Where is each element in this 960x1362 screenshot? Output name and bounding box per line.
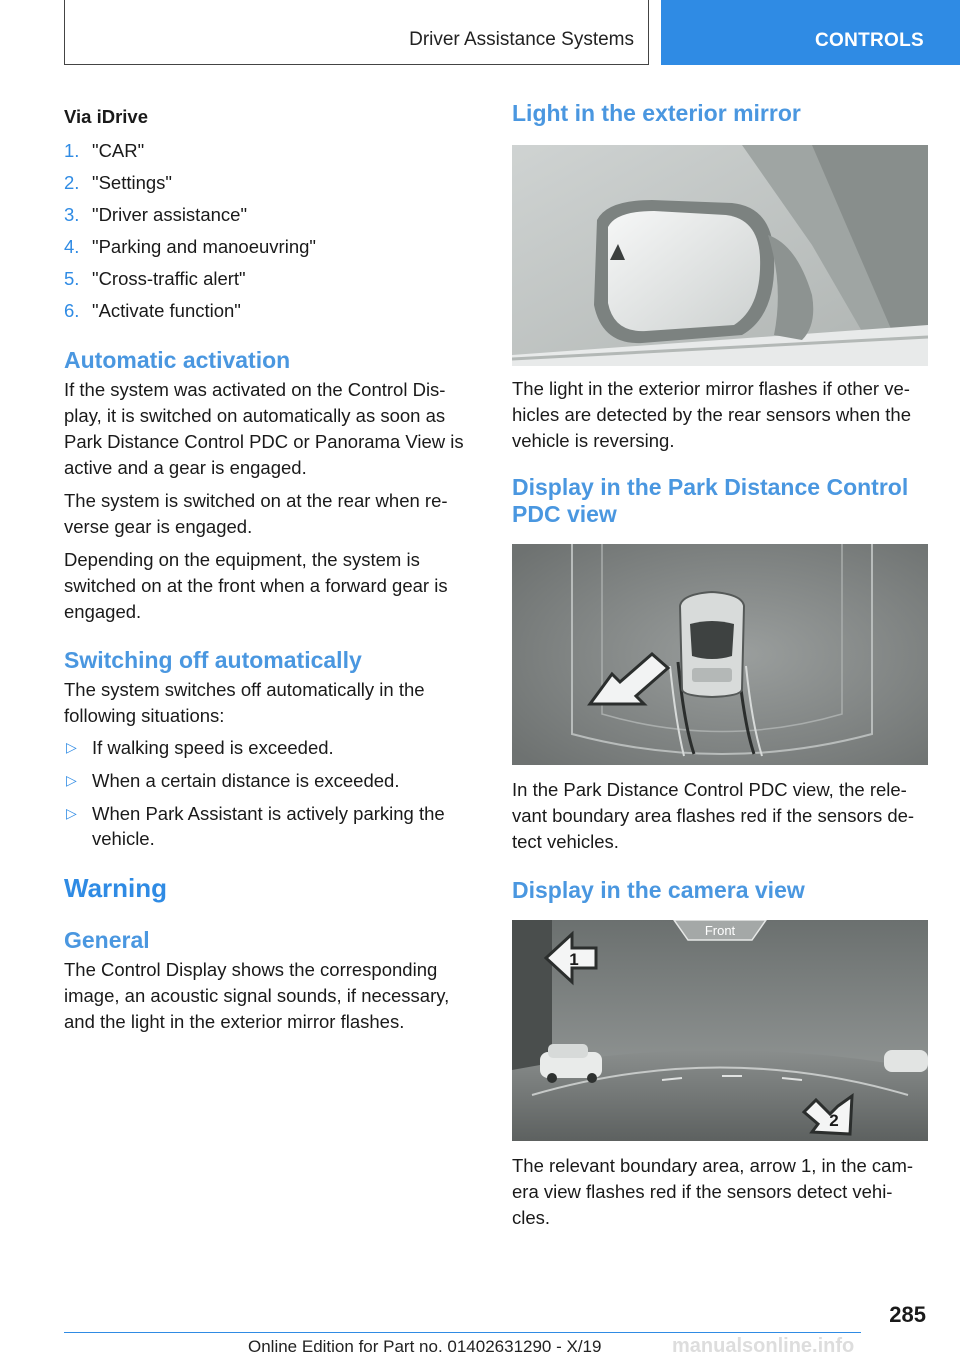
camera-view-heading: Display in the camera view xyxy=(512,877,805,903)
step-text: "Settings" xyxy=(92,172,172,193)
list-item xyxy=(64,735,476,760)
pdc-view-image xyxy=(512,544,928,765)
step-text: "CAR" xyxy=(92,140,145,161)
list-item xyxy=(64,263,476,295)
general-heading: General xyxy=(64,927,150,953)
auto-activation-paragraph-1: If the system was activated on the Control Dis-play, it is switched on automatically as soon as Park Distance Control PDC or Panorama View is active and a gear is engaged. xyxy=(64,379,464,478)
arrow-2-label: 2 xyxy=(829,1111,839,1130)
switch-off-conditions-list xyxy=(64,735,476,851)
footer-edition: Online Edition for Part no. 01402631290 - X/19 xyxy=(248,1337,602,1356)
list-item xyxy=(64,801,476,851)
triangle-bullet-icon: ▷ xyxy=(66,739,77,755)
bullet-text: If walking speed is exceeded. xyxy=(92,737,334,758)
step-number: 2. xyxy=(64,172,80,193)
list-item xyxy=(64,167,476,199)
via-idrive-label: Via iDrive xyxy=(64,106,148,127)
triangle-bullet-icon: ▷ xyxy=(66,772,77,788)
front-label: Front xyxy=(704,923,736,938)
mirror-light-heading: Light in the exterior mirror xyxy=(512,100,801,126)
bullet-text: When a certain distance is exceeded. xyxy=(92,770,400,791)
automatic-activation-heading: Automatic activation xyxy=(64,347,291,373)
step-number: 5. xyxy=(64,268,80,289)
camera-view-paragraph: The relevant boundary area, arrow 1, in the cam-era view flashes red if the sensors detect vehi-cles. xyxy=(512,1155,914,1228)
header-section-title: Driver Assistance Systems xyxy=(409,29,634,50)
auto-activation-paragraph-3: Depending on the equipment, the system is switched on at the front when a forward gear is engaged. xyxy=(64,549,448,622)
warning-heading: Warning xyxy=(64,873,168,903)
footer-divider xyxy=(64,1332,861,1333)
step-number: 3. xyxy=(64,204,80,225)
mirror-light-paragraph: The light in the exterior mirror flashes if other ve-hicles are detected by the rear sensors when the vehicle is reversing. xyxy=(512,378,912,451)
header-section-box xyxy=(64,0,649,65)
arrow-1-label: 1 xyxy=(569,950,579,969)
step-number: 4. xyxy=(64,236,80,257)
pdc-view-heading: Display in the Park Distance Control PDC view xyxy=(512,474,909,527)
list-item xyxy=(64,295,476,327)
footer-watermark: manualsonline.info xyxy=(672,1335,855,1357)
step-text: "Parking and manoeuvring" xyxy=(92,236,316,257)
idrive-steps-list xyxy=(64,135,476,327)
step-number: 1. xyxy=(64,140,80,161)
list-item xyxy=(64,135,476,167)
left-column xyxy=(64,100,476,1035)
list-item xyxy=(64,199,476,231)
step-text: "Cross-traffic alert" xyxy=(92,268,246,289)
header-chapter-label: CONTROLS xyxy=(815,30,925,51)
switching-off-intro: The system switches off automatically in the following situations: xyxy=(64,679,425,726)
auto-activation-paragraph-2: The system is switched on at the rear when re-verse gear is engaged. xyxy=(64,490,448,537)
step-number: 6. xyxy=(64,300,80,321)
general-paragraph: The Control Display shows the corresponding image, an acoustic signal sounds, if necessary, and the light in the exterior mirror flashes. xyxy=(64,959,450,1032)
list-item xyxy=(64,231,476,263)
camera-view-image xyxy=(512,920,928,1141)
right-column xyxy=(512,100,928,1231)
list-item xyxy=(64,768,476,793)
switching-off-heading: Switching off automatically xyxy=(64,647,362,673)
step-text: "Driver assistance" xyxy=(92,204,248,225)
triangle-bullet-icon: ▷ xyxy=(66,805,77,821)
page-number: 285 xyxy=(889,1302,926,1327)
header-chapter-tab[interactable] xyxy=(661,0,960,65)
step-text: "Activate function" xyxy=(92,300,241,321)
bullet-text: When Park Assistant is actively parking the vehicle. xyxy=(92,803,445,849)
pdc-view-paragraph: In the Park Distance Control PDC view, the rele-vant boundary area flashes red if the sensors de-tect vehicles. xyxy=(512,779,915,852)
exterior-mirror-image xyxy=(512,145,928,366)
